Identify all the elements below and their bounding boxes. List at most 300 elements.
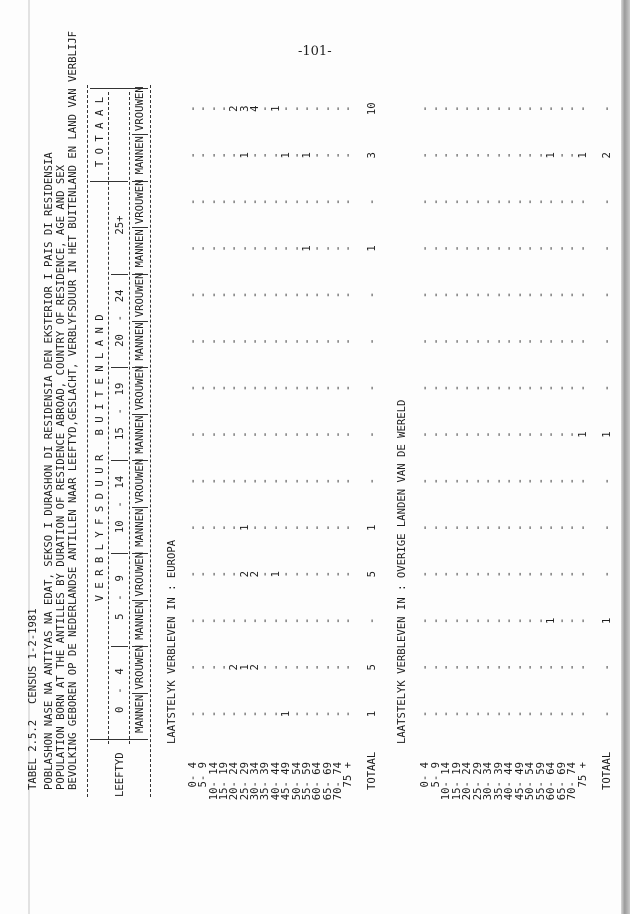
table-cell: - (534, 384, 547, 392)
header-age-label: LEEFTYD (114, 752, 126, 797)
table-cell: - (311, 245, 324, 252)
table-cell: - (228, 152, 241, 159)
table-cell: - (450, 431, 463, 438)
table-cell: - (524, 152, 536, 159)
header-mannen: MANNEN (134, 508, 146, 547)
total-cell: 3 (366, 152, 378, 159)
table-cell: - (461, 152, 473, 159)
age-label: 35- 39 (492, 762, 505, 801)
table-cell: 2 (238, 571, 251, 578)
age-label: 75 + (342, 762, 355, 788)
table-cell: - (311, 105, 324, 112)
table-cell: - (503, 477, 515, 485)
table-cell: - (197, 664, 210, 671)
table-cell: - (207, 710, 220, 718)
table-cell: - (321, 245, 334, 252)
table-cell: - (555, 152, 568, 159)
table-cell: - (513, 617, 526, 624)
age-label: 45- 49 (513, 762, 526, 801)
table-cell: - (342, 571, 355, 578)
table-cell: - (524, 105, 536, 112)
table-cell: - (321, 291, 334, 299)
age-label: 55- 59 (534, 762, 547, 801)
table-cell: - (259, 524, 272, 531)
table-cell: - (503, 571, 515, 578)
table-cell: - (321, 198, 334, 206)
table-cell: - (419, 664, 431, 671)
table-cell: - (545, 384, 557, 392)
table-cell: - (534, 198, 547, 206)
table-cell: - (207, 431, 220, 438)
header-age-group: 15 - 19 (114, 382, 126, 441)
table-cell: - (555, 431, 568, 438)
table-cell: - (492, 198, 505, 206)
table-cell: - (259, 710, 272, 718)
table-cell: - (228, 477, 241, 485)
table-cell: - (280, 431, 293, 438)
age-label: 30- 34 (249, 762, 262, 801)
table-cell: - (331, 664, 344, 671)
table-cell: - (471, 710, 484, 718)
header-total-title: T O T A A L (94, 96, 106, 168)
table-cell: - (280, 384, 293, 392)
table-cell: - (207, 477, 220, 485)
table-cell: - (280, 198, 293, 206)
age-label: 30- 34 (482, 762, 494, 801)
table-cell: - (280, 245, 293, 252)
table-cell: - (290, 710, 303, 718)
table-cell: - (576, 198, 589, 206)
page-number: -101- (298, 44, 332, 59)
table-cell: - (450, 571, 463, 578)
table-cell: 1 (545, 152, 557, 159)
table-cell: - (513, 710, 526, 718)
table-cell: - (311, 291, 324, 299)
table-cell: - (300, 617, 313, 624)
table-cell: - (492, 477, 505, 485)
table-cell: - (342, 710, 355, 718)
table-cell: - (482, 198, 494, 206)
table-cell: - (524, 291, 536, 299)
table-cell: - (321, 477, 334, 485)
table-cell: - (228, 710, 241, 718)
table-cell: - (419, 477, 431, 485)
total-cell: 1 (366, 245, 378, 252)
table-cell: - (513, 105, 526, 112)
table-cell: 1 (269, 571, 282, 578)
total-cell: - (601, 664, 613, 671)
header-age-group: 0 - 4 (114, 668, 126, 713)
table-cell: - (545, 477, 557, 485)
total-cell: - (601, 571, 613, 578)
table-cell: - (429, 477, 442, 485)
total-cell: - (366, 617, 378, 624)
table-cell: - (429, 291, 442, 299)
table-cell: - (269, 198, 282, 206)
header-age-group: 20 - 24 (114, 289, 126, 347)
age-label: 40- 44 (503, 762, 515, 801)
table-cell: - (280, 571, 293, 578)
table-cell: - (331, 384, 344, 392)
table-cell: - (187, 152, 199, 159)
table-cell: - (440, 338, 452, 345)
table-cell: - (342, 152, 355, 159)
table-cell: - (300, 338, 313, 345)
table-cell: - (461, 338, 473, 345)
table-cell: - (342, 245, 355, 252)
table-cell: - (545, 524, 557, 531)
table-cell: - (300, 198, 313, 206)
group-separator (111, 367, 128, 368)
header-rule-groups (129, 92, 130, 744)
table-cell: - (300, 291, 313, 299)
table-cell: - (482, 571, 494, 578)
table-cell: - (197, 710, 210, 718)
table-cell: - (524, 198, 536, 206)
table-cell: - (513, 571, 526, 578)
table-cell: - (280, 524, 293, 531)
table-cell: - (429, 152, 442, 159)
table-cell: - (300, 710, 313, 718)
table-cell: - (440, 617, 452, 624)
table-cell: - (197, 198, 210, 206)
table-cell: - (566, 291, 578, 299)
table-cell: - (492, 431, 505, 438)
table-cell: - (342, 198, 355, 206)
total-label: TOTAAL (366, 751, 378, 790)
table-cell: - (534, 152, 547, 159)
table-cell: - (534, 524, 547, 531)
table-cell: - (280, 338, 293, 345)
table-cell: - (450, 477, 463, 485)
table-cell: 1 (280, 710, 293, 718)
age-label: 15- 19 (218, 762, 231, 801)
table-cell: - (331, 710, 344, 718)
total-cell: 1 (601, 431, 613, 438)
table-cell: - (461, 431, 473, 438)
table-cell: - (440, 571, 452, 578)
table-cell: - (482, 384, 494, 392)
table-cell: - (187, 105, 199, 112)
table-cell: - (331, 291, 344, 299)
total-cell: - (366, 338, 378, 345)
table-cell: - (545, 338, 557, 345)
table-cell: - (249, 524, 262, 531)
table-cell: - (218, 338, 231, 345)
header-mannen: MANNEN (134, 322, 146, 361)
table-cell: - (534, 710, 547, 718)
table-cell: - (419, 198, 431, 206)
table-cell: - (207, 617, 220, 624)
table-cell: - (503, 198, 515, 206)
table-cell: - (249, 152, 262, 159)
table-cell: - (311, 338, 324, 345)
table-cell: - (450, 384, 463, 392)
table-cell: - (419, 431, 431, 438)
table-cell: - (482, 617, 494, 624)
table-cell: - (524, 524, 536, 531)
table-cell: - (228, 245, 241, 252)
table-cell: - (331, 245, 344, 252)
table-cell: - (342, 384, 355, 392)
table-cell: - (555, 198, 568, 206)
header-mannen: MANNEN (134, 136, 146, 175)
table-cell: - (555, 571, 568, 578)
table-cell: - (259, 338, 272, 345)
table-cell: - (290, 571, 303, 578)
table-cell: - (228, 384, 241, 392)
total-cell: 1 (366, 710, 378, 718)
table-cell: - (280, 664, 293, 671)
table-cell: - (311, 710, 324, 718)
table-cell: - (429, 384, 442, 392)
table-cell: - (207, 571, 220, 578)
total-cell: 1 (601, 617, 613, 624)
table-cell: - (419, 291, 431, 299)
table-cell: - (492, 291, 505, 299)
table-cell: - (471, 664, 484, 671)
table-cell: - (321, 384, 334, 392)
table-cell: - (461, 384, 473, 392)
table-cell: - (524, 710, 536, 718)
table-cell: - (503, 664, 515, 671)
table-cell: - (555, 291, 568, 299)
age-label: 50- 54 (290, 762, 303, 801)
table-cell: - (576, 571, 589, 578)
table-cell: - (269, 291, 282, 299)
table-cell: - (331, 571, 344, 578)
table-cell: - (524, 384, 536, 392)
table-cell: - (534, 571, 547, 578)
table-cell: - (513, 245, 526, 252)
table-cell: - (576, 384, 589, 392)
table-cell: - (471, 152, 484, 159)
table-cell: - (566, 524, 578, 531)
header-vrouwen: VROUWEN (134, 272, 146, 318)
table-cell: - (450, 245, 463, 252)
table-cell: - (429, 617, 442, 624)
table-cell: - (238, 198, 251, 206)
table-cell: 1 (300, 245, 313, 252)
table-cell: - (576, 524, 589, 531)
table-cell: - (290, 105, 303, 112)
table-cell: - (503, 710, 515, 718)
table-cell: - (290, 152, 303, 159)
table-cell: - (342, 477, 355, 485)
table-cell: - (197, 617, 210, 624)
table-cell: - (576, 617, 589, 624)
total-cell: - (366, 384, 378, 392)
table-cell: - (534, 338, 547, 345)
table-cell: - (566, 477, 578, 485)
table-cell: - (450, 664, 463, 671)
table-cell: - (290, 617, 303, 624)
table-cell: - (482, 431, 494, 438)
table-cell: - (249, 431, 262, 438)
table-cell: - (187, 477, 199, 485)
table-cell: - (290, 245, 303, 252)
table-cell: - (218, 477, 231, 485)
table-cell: - (440, 291, 452, 299)
table-cell: - (566, 431, 578, 438)
table-cell: - (207, 105, 220, 112)
table-cell: - (524, 245, 536, 252)
table-cell: - (545, 431, 557, 438)
table-cell: - (249, 245, 262, 252)
table-cell: - (207, 152, 220, 159)
table-cell: - (207, 198, 220, 206)
table-cell: - (492, 710, 505, 718)
table-cell: - (300, 384, 313, 392)
table-cell: - (197, 245, 210, 252)
table-cell: - (503, 524, 515, 531)
section-label: LAATSTELYK VERBLEVEN IN : OVERIGE LANDEN VAN DE WERELD (396, 399, 408, 744)
header-vrouwen: VROUWEN (134, 551, 146, 597)
group-separator (111, 274, 128, 275)
age-label: 20- 24 (228, 762, 241, 801)
table-cell: - (576, 338, 589, 345)
total-cell: 5 (366, 664, 378, 671)
table-cell: - (555, 477, 568, 485)
total-cell: - (366, 431, 378, 438)
age-label: 40- 44 (269, 762, 282, 801)
table-cell: - (482, 664, 494, 671)
age-label: 70- 74 (331, 762, 344, 801)
table-cell: - (187, 198, 199, 206)
table-cell: - (429, 664, 442, 671)
total-cell: - (601, 384, 613, 392)
table-cell: - (534, 617, 547, 624)
table-cell: - (419, 152, 431, 159)
total-label: TOTAAL (601, 751, 613, 790)
table-cell: - (492, 664, 505, 671)
table-cell: - (576, 664, 589, 671)
title-english: POPULATION BORN AT THE ANTILLES BY DURATION OF RESIDENCE ABROAD, COUNTRY OF RESIDENCE, AGE AND SEX (55, 164, 67, 790)
table-cell: - (218, 152, 231, 159)
table-cell: - (238, 291, 251, 299)
table-cell: - (461, 245, 473, 252)
table-cell: - (566, 152, 578, 159)
table-cell: - (482, 291, 494, 299)
table-cell: - (331, 152, 344, 159)
table-cell: - (331, 431, 344, 438)
table-cell: - (471, 524, 484, 531)
table-cell: - (218, 664, 231, 671)
header-rule-bottom (150, 85, 151, 797)
total-cell: 2 (601, 152, 613, 159)
table-cell: - (249, 198, 262, 206)
header-mannen: MANNEN (134, 415, 146, 454)
table-cell: - (331, 617, 344, 624)
table-cell: - (259, 198, 272, 206)
table-cell: - (419, 710, 431, 718)
table-cell: - (259, 571, 272, 578)
table-cell: 1 (280, 152, 293, 159)
table-cell: - (300, 571, 313, 578)
table-cell: - (342, 524, 355, 531)
table-cell: - (269, 431, 282, 438)
table-cell: - (197, 571, 210, 578)
table-cell: - (311, 524, 324, 531)
table-cell: - (331, 524, 344, 531)
table-cell: - (290, 477, 303, 485)
table-cell: - (187, 338, 199, 345)
table-cell: - (342, 291, 355, 299)
table-cell: - (197, 477, 210, 485)
header-vrouwen: VROUWEN (134, 458, 146, 504)
table-cell: - (259, 664, 272, 671)
header-age-group: 5 - 9 (114, 575, 126, 620)
table-cell: - (290, 338, 303, 345)
table-cell: - (238, 477, 251, 485)
table-cell: - (492, 384, 505, 392)
table-cell: - (461, 710, 473, 718)
table-cell: - (321, 152, 334, 159)
table-cell: - (566, 710, 578, 718)
total-cell: 10 (366, 102, 378, 116)
table-cell: - (534, 105, 547, 112)
table-cell: - (555, 617, 568, 624)
table-cell: - (492, 524, 505, 531)
header-rule-span (108, 92, 109, 744)
table-cell: - (259, 384, 272, 392)
table-cell: - (228, 431, 241, 438)
table-cell: - (311, 384, 324, 392)
table-cell: - (545, 571, 557, 578)
age-label: 60- 64 (311, 762, 324, 801)
age-label: 60- 64 (545, 762, 557, 801)
table-cell: - (440, 664, 452, 671)
table-cell: - (555, 384, 568, 392)
table-cell: - (576, 245, 589, 252)
table-cell: - (342, 617, 355, 624)
header-vrouwen: VROUWEN (134, 645, 146, 690)
table-cell: - (280, 291, 293, 299)
table-cell: - (259, 245, 272, 252)
table-cell: 2 (249, 571, 262, 578)
table-cell: - (545, 198, 557, 206)
table-cell: - (534, 245, 547, 252)
total-cell: - (601, 338, 613, 345)
table-cell: - (228, 524, 241, 531)
total-cell: - (366, 198, 378, 206)
table-cell: - (429, 710, 442, 718)
table-cell: - (259, 617, 272, 624)
header-age-group: 25+ (114, 215, 126, 235)
age-label: 50- 54 (524, 762, 536, 801)
table-cell: - (566, 617, 578, 624)
table-cell: - (342, 105, 355, 112)
table-cell: - (492, 105, 505, 112)
table-cell: - (524, 664, 536, 671)
table-cell: - (207, 291, 220, 299)
table-cell: - (342, 431, 355, 438)
table-cell: - (461, 524, 473, 531)
table-cell: - (218, 384, 231, 392)
table-cell: - (207, 245, 220, 252)
header-vrouwen: VROUWEN (134, 179, 146, 225)
table-cell: - (524, 338, 536, 345)
header-age-group: 10 - 14 (114, 475, 126, 534)
table-cell: - (513, 664, 526, 671)
table-cell: - (440, 105, 452, 112)
table-cell: - (342, 338, 355, 345)
table-cell: - (238, 617, 251, 624)
table-cell: - (503, 245, 515, 252)
table-cell: 3 (238, 105, 251, 112)
age-label: 65- 69 (555, 762, 568, 801)
table-cell: - (492, 617, 505, 624)
